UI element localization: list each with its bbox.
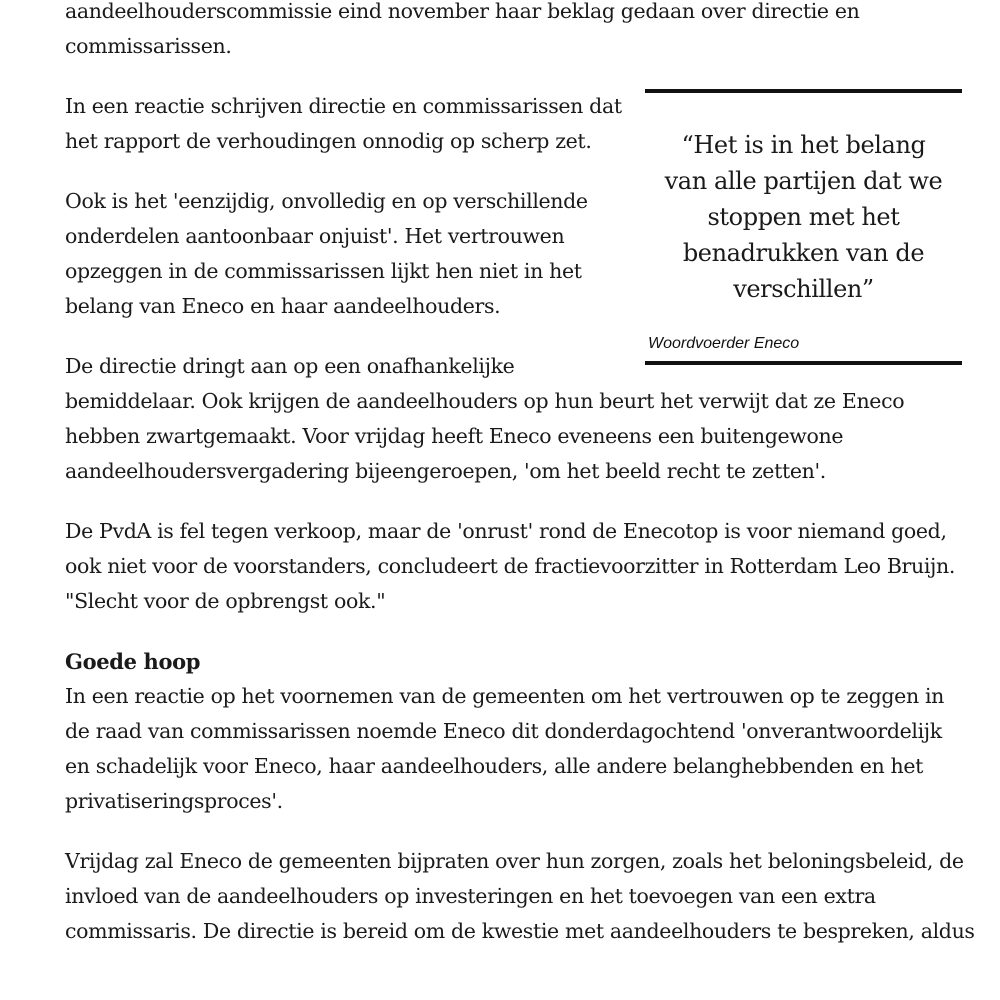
paragraph-clipped-line: commissaris. De directie is bereid om de kwestie met aandeelhouders te bespreken, aldus	[65, 919, 975, 943]
paragraph-text: Vrijdag zal Eneco de gemeenten bijpraten over hun zorgen, zoals het beloningsbeleid, de invloed van de aandeelhouders op investeringen en het toevoegen van een extra	[65, 849, 964, 908]
article-paragraph: In een reactie schrijven directie en commissarissen dat het rapport de verhoudingen onnodig op scherp zet.	[65, 94, 622, 153]
paragraph-line: De directie dringt aan op een onafhankelijke	[65, 354, 515, 378]
section-heading: Goede hoop	[65, 649, 201, 674]
pull-quote-text: “Het is in het belang van alle partijen dat we stoppen met het benadrukken van de verschillen”	[664, 131, 943, 303]
article-paragraph	[65, 844, 975, 949]
article-paragraph: aandeelhouderscommissie eind november haar beklag gedaan over directie en commissarissen.	[65, 0, 860, 58]
pull-quote	[645, 89, 962, 365]
article-paragraph: In een reactie op het voornemen van de gemeenten om het vertrouwen op te zeggen in de raad van commissarissen noemde Eneco dit donderdagochtend 'onverantwoordelijk en schadelijk voor Eneco, haar aandeelhouders, alle andere belanghebbenden en het privatiseringsproces'.	[65, 684, 945, 813]
pull-quote-attribution: Woordvoerder Eneco	[648, 335, 800, 352]
article-paragraph	[65, 349, 965, 489]
article-paragraph: Ook is het 'eenzijdig, onvolledig en op verschillende onderdelen aantoonbaar onjuist'. Het vertrouwen opzeggen in de commissarissen lijkt hen niet in het belang van Eneco en haar aandeelhouders.	[65, 189, 588, 318]
paragraph-rest: bemiddelaar. Ook krijgen de aandeelhouders op hun beurt het verwijt dat ze Eneco hebben zwartgemaakt. Voor vrijdag heeft Eneco eveneens een buitengewone aandeelhoudersvergadering bijeengeroepen, 'om het beeld recht te zetten'.	[65, 389, 905, 483]
article-paragraph: De PvdA is fel tegen verkoop, maar de 'onrust' rond de Enecotop is voor niemand goed, ook niet voor de voorstanders, concludeert de fractievoorzitter in Rotterdam Leo Bruijn. "Slecht voor de opbrengst ook."	[65, 519, 956, 613]
